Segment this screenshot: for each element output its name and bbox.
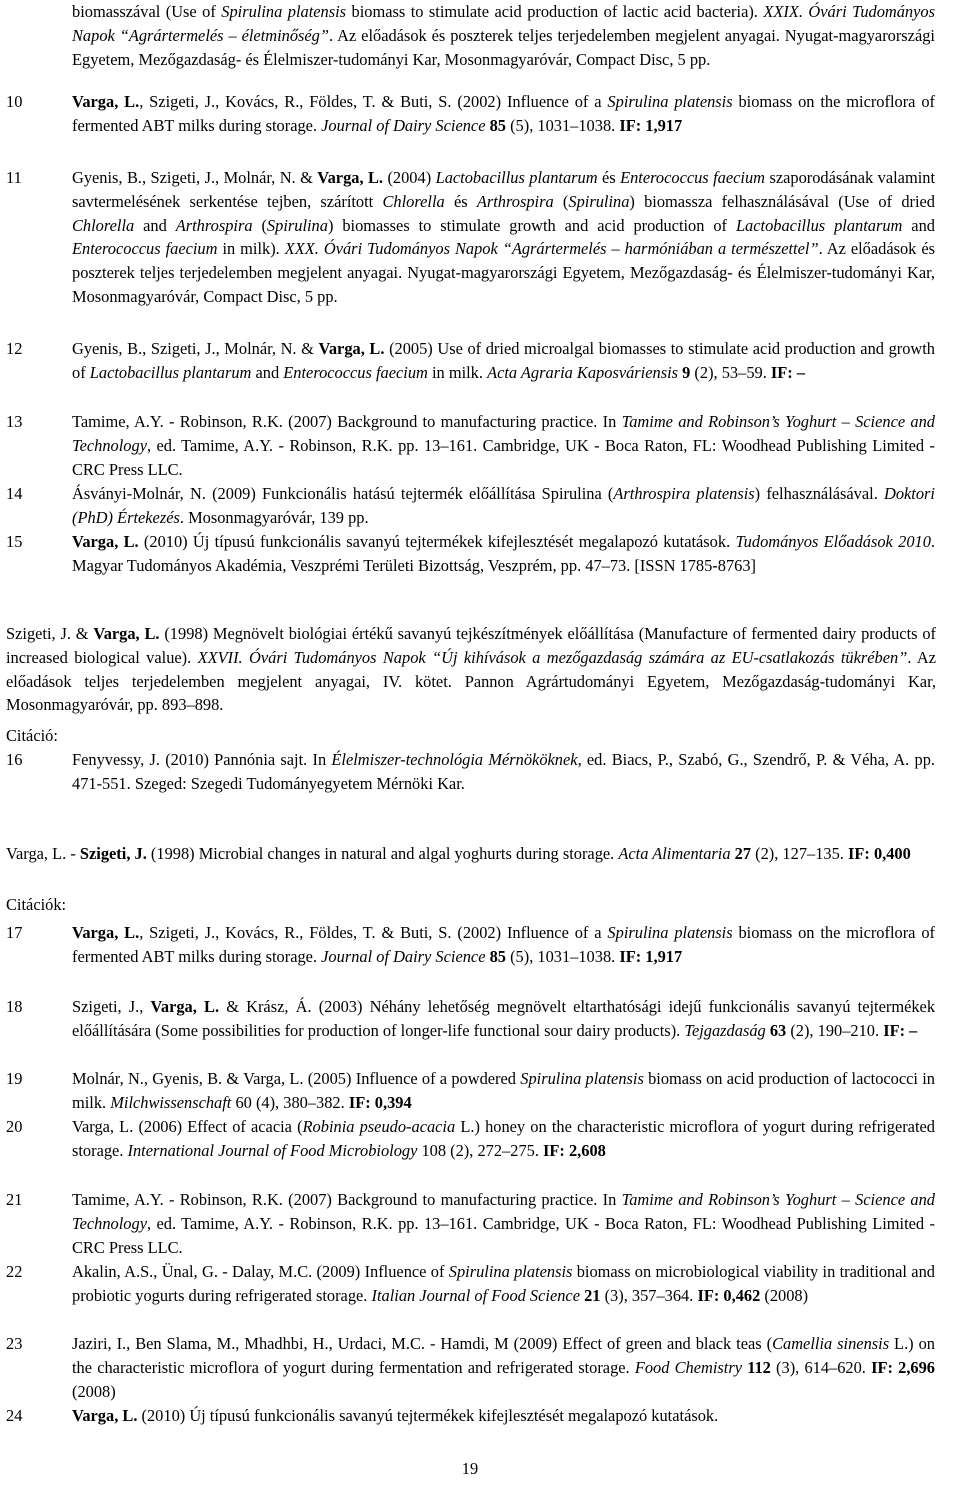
text-segment: and: [134, 215, 176, 235]
reference-text: [72, 482, 935, 530]
reference-entry: [0, 1260, 935, 1308]
text-segment: Varga, L.: [72, 1406, 138, 1425]
text-segment: Chlorella: [382, 191, 445, 211]
text-segment: in milk).: [217, 239, 285, 259]
text-segment: (2008): [72, 1381, 116, 1401]
reference-entry: [0, 1332, 935, 1403]
text-segment: & Krász, Á. (2003) Néhány lehetőség megnövelt eltarthatósági idejű funkcionális savanyú tejtermékek előállítására (Some possibilities for production of longer-life functional sour dairy products).: [72, 997, 936, 1040]
reference-text: [72, 1067, 935, 1115]
text-segment: Tamime and Robinson’s Yoghurt – Science and Technology: [72, 1190, 935, 1233]
citaciok-label: Citációk:: [6, 895, 67, 914]
text-segment: Molnár, N., Gyenis, B. & Varga, L. (2005) Influence of a powdered: [72, 1069, 521, 1088]
text-segment: Food Chemistry: [634, 1357, 742, 1377]
text-segment: Doktori (PhD) Értekezés: [72, 484, 935, 527]
text-segment: 108 (2), 272–275.: [417, 1140, 544, 1160]
text-segment: 63: [769, 1020, 787, 1040]
text-segment: (2008): [760, 1285, 809, 1305]
text-segment: Arthrospira platensis: [613, 484, 755, 503]
text-segment: Chlorella: [72, 215, 135, 235]
reference-number: 11: [6, 168, 22, 187]
text-segment: Tamime and Robinson’s Yoghurt – Science and Technology: [72, 412, 935, 455]
reference-number: 12: [6, 339, 23, 358]
text-segment: Tamime, A.Y. - Robinson, R.K. (2007) Background to manufacturing practice. In: [72, 412, 622, 431]
text-segment: Arthrospira: [476, 191, 554, 211]
text-segment: Fenyvessy, J. (2010) Pannónia sajt. In: [72, 750, 332, 769]
text-segment: Varga, L.: [150, 997, 220, 1016]
reference-entry: [0, 1067, 935, 1115]
reference-text: [72, 995, 935, 1043]
text-segment: szaporodásának valamint savtermelésének serkentése tejben, szárított: [72, 168, 935, 211]
text-segment: 27: [734, 844, 752, 863]
text-segment: Varga, L.: [93, 624, 160, 643]
text-segment: 112: [747, 1357, 771, 1377]
text-segment: Spirulina platensis: [448, 1262, 573, 1281]
text-segment: biomass on the microflora of fermented ABT milks during storage.: [72, 923, 935, 966]
text-segment: , ed. Tamime, A.Y. - Robinson, R.K. pp. 13–161. Cambridge, UK - Boca Raton, FL: Woodhead Publishing Limited - CRC Press LLC.: [72, 435, 935, 479]
text-segment: IF: –: [770, 362, 806, 382]
text-segment: (5), 1031–1038.: [505, 115, 620, 135]
text-segment: (2004): [383, 168, 436, 187]
reference-text: [72, 0, 935, 71]
text-segment: 60 (4), 380–382.: [231, 1092, 349, 1112]
reference-entry: [0, 410, 935, 481]
reference-text: [72, 921, 935, 969]
text-segment: (: [252, 215, 267, 235]
text-segment: Varga, L.: [72, 532, 139, 551]
text-segment: IF: 1,917: [619, 115, 683, 135]
text-segment: 21: [584, 1285, 601, 1305]
reference-number: 20: [6, 1117, 23, 1136]
text-segment: Akalin, A.S., Ünal, G. - Dalay, M.C. (2009) Influence of: [72, 1262, 449, 1281]
text-segment: Acta Alimentaria: [618, 844, 731, 863]
reference-entry: [0, 995, 935, 1043]
text-segment: . Az előadások teljes terjedelemben megjelent anyagai, IV. kötet. Pannon Agrártudományi Egyetem, Mezőgazdaság-tudományi Kar, Mosonmagyaróvár, pp. 893–898.: [6, 647, 936, 715]
reference-number: 24: [6, 1406, 23, 1425]
text-segment: ) biomassza felhasználásával (Use of dried: [629, 191, 936, 211]
paragraph-szigeti-varga-1998: [6, 622, 936, 717]
reference-number: 22: [6, 1262, 23, 1281]
reference-entry: [0, 337, 935, 385]
reference-text: [72, 1404, 935, 1428]
text-segment: biomass to stimulate acid production of lactic acid bacteria).: [346, 2, 764, 21]
text-segment: XXX. Óvári Tudományos Napok “Agrártermelés – harmóniában a természettel”: [284, 239, 819, 259]
text-segment: (2), 190–210.: [786, 1020, 884, 1040]
text-segment: IF: 0,400: [848, 844, 911, 863]
text-segment: . Az előadások és poszterek teljes terjedelemben megjelent anyagai. Nyugat-magyarországi Egyetem, Mezőgazdaság- és Élelmiszer-tudományi Kar, Mosonmagyaróvár, Compact Disc, 5 pp.: [72, 25, 935, 69]
text-segment: Lactobacillus plantarum: [435, 168, 598, 187]
text-segment: and: [251, 362, 284, 382]
text-segment: , ed. Biacs, P., Szabó, G., Szendrő, P. & Véha, A. pp. 471-551. Szeged: Szegedi Tudományegyetem Mérnöki Kar.: [72, 750, 935, 793]
text-segment: Spirulina platensis: [520, 1069, 644, 1088]
text-segment: 85: [489, 115, 506, 135]
text-segment: IF: 1,917: [619, 946, 683, 966]
text-segment: (2010) Új típusú funkcionális savanyú tejtermékek kifejlesztését megalapozó kutatások.: [137, 1406, 719, 1425]
text-segment: Gyenis, B., Szigeti, J., Molnár, N. &: [72, 339, 319, 358]
reference-entry: [0, 748, 935, 796]
text-segment: Journal of Dairy Science: [321, 115, 486, 135]
reference-number: 16: [6, 750, 23, 769]
reference-text: [72, 90, 935, 138]
reference-text: [72, 748, 935, 796]
text-segment: Spirulina: [266, 215, 328, 235]
text-segment: Tudományos Előadások 2010: [735, 532, 931, 551]
text-segment: Arthrospira: [175, 215, 253, 235]
reference-text: [72, 410, 935, 481]
reference-number: 13: [6, 412, 23, 431]
text-segment: XXIX. Óvári Tudományos Napok “Agrártermelés – életminőség”: [72, 2, 935, 45]
text-segment: Varga, L.: [72, 923, 140, 942]
text-segment: Ásványi-Molnár, N. (2009) Funkcionális hatású tejtermék előállítása Spirulina (: [72, 484, 614, 503]
text-segment: IF: 2,608: [543, 1140, 606, 1160]
text-segment: Spirulina platensis: [607, 923, 733, 942]
text-segment: Enterococcus faecium: [283, 362, 428, 382]
reference-entry: [0, 921, 935, 969]
text-segment: and: [902, 215, 935, 235]
text-segment: . Mosonmagyaróvár, 139 pp.: [179, 507, 369, 527]
paragraph-varga-szigeti-1998: [6, 842, 936, 866]
reference-number: 15: [6, 532, 23, 551]
text-segment: Élelmiszer-technológia Mérnököknek: [331, 750, 578, 769]
text-segment: Camellia sinensis: [772, 1334, 890, 1353]
text-segment: Lactobacillus plantarum: [735, 215, 903, 235]
text-segment: , Szigeti, J., Kovács, R., Földes, T. & Buti, S. (2002) Influence of a: [139, 923, 608, 942]
text-segment: (1998) Megnövelt biológiai értékű savanyú tejkészítmények előállítása (Manufacture of fermented dairy products of increased biological value).: [6, 624, 936, 667]
page-number: 19: [461, 1459, 479, 1478]
citacio-label: Citáció:: [6, 726, 58, 745]
reference-entry: [0, 482, 935, 530]
text-segment: 9: [682, 362, 691, 382]
text-segment: XXVII. Óvári Tudományos Napok “Új kihívások a mezőgazdaság számára az EU-csatlakozás tükrében”: [197, 647, 908, 667]
text-segment: (2), 53–59.: [690, 362, 771, 382]
text-segment: Enterococcus faecium: [620, 168, 766, 187]
text-segment: (: [553, 191, 569, 211]
text-segment: és: [444, 191, 477, 211]
reference-entry: [0, 1404, 935, 1428]
text-segment: biomasszával (Use of: [72, 2, 222, 21]
reference-text: [72, 166, 935, 309]
reference-number: 19: [6, 1069, 23, 1088]
reference-number: 14: [6, 484, 23, 503]
text-segment: Acta Agraria Kaposváriensis: [487, 362, 679, 382]
text-segment: Szigeti, J.,: [72, 997, 151, 1016]
text-segment: L.) honey on the characteristic microflora of yogurt during refrigerated storage.: [72, 1117, 935, 1160]
text-segment: Spirulina platensis: [221, 2, 347, 21]
text-segment: (3), 357–364.: [600, 1285, 698, 1305]
reference-entry: [0, 1188, 935, 1259]
text-segment: International Journal of Food Microbiology: [127, 1140, 418, 1160]
text-segment: biomass on the microflora of fermented ABT milks during storage.: [72, 92, 935, 135]
text-segment: és: [597, 168, 621, 187]
text-segment: ) felhasználásával.: [754, 484, 884, 503]
text-segment: (2010) Új típusú funkcionális savanyú tejtermékek kifejlesztését megalapozó kutatások.: [138, 532, 736, 551]
text-segment: , ed. Tamime, A.Y. - Robinson, R.K. pp. 13–161. Cambridge, UK - Boca Raton, FL: Woodhead Publishing Limited - CRC Press LLC.: [72, 1213, 935, 1257]
text-segment: (2), 127–135.: [751, 844, 848, 863]
reference-text: [72, 1260, 935, 1308]
text-segment: Spirulina platensis: [607, 92, 733, 111]
reference-entry: [0, 0, 935, 71]
text-segment: 85: [489, 946, 506, 966]
reference-number: 18: [6, 997, 23, 1016]
text-segment: Jaziri, I., Ben Slama, M., Mhadhbi, H., Urdaci, M.C. - Hamdi, M (2009) Effect of green and black teas (: [72, 1334, 773, 1353]
text-segment: Gyenis, B., Szigeti, J., Molnár, N. &: [72, 168, 318, 187]
text-segment: Milchwissenschaft: [110, 1092, 232, 1112]
reference-number: 10: [6, 92, 23, 111]
text-segment: Tejgazdaság: [684, 1020, 766, 1040]
text-segment: . Magyar Tudományos Akadémia, Veszprémi Területi Bizottság, Veszprém, pp. 47–73. [ISSN 1785-8763]: [72, 532, 936, 575]
reference-number: 23: [6, 1334, 23, 1353]
text-segment: IF: –: [883, 1020, 918, 1040]
text-segment: in milk.: [427, 362, 488, 382]
text-segment: IF: 0,394: [348, 1092, 412, 1112]
reference-text: [72, 1332, 935, 1403]
text-segment: Varga, L.: [318, 339, 385, 358]
text-segment: Robinia pseudo-acacia: [302, 1117, 456, 1136]
text-segment: Varga, L.: [72, 92, 140, 111]
reference-entry: [0, 90, 935, 138]
text-segment: Varga, L. (2006) Effect of acacia (: [72, 1117, 303, 1136]
reference-text: [72, 1188, 935, 1259]
reference-text: [72, 337, 935, 385]
text-segment: IF: 0,462: [697, 1285, 761, 1305]
reference-entry: [0, 166, 935, 309]
reference-entry: [0, 530, 935, 578]
reference-number: 21: [6, 1190, 23, 1209]
reference-entry: [0, 1115, 935, 1163]
text-segment: , Szigeti, J., Kovács, R., Földes, T. & Buti, S. (2002) Influence of a: [139, 92, 608, 111]
reference-text: [72, 530, 935, 578]
text-segment: IF: 2,696: [871, 1357, 935, 1377]
text-segment: . Az előadások és poszterek teljes terjedelemben megjelent anyagai. Nyugat-magyarországi Egyetem, Mezőgazdaság- és Élelmiszer-tudományi Kar, Mosonmagyaróvár, Compact Disc, 5 pp.: [72, 239, 935, 306]
text-segment: Varga, L.: [317, 168, 384, 187]
text-segment: (5), 1031–1038.: [505, 946, 620, 966]
reference-number: 17: [6, 923, 23, 942]
reference-text: [72, 1115, 935, 1163]
text-segment: biomass on microbiological viability in traditional and probiotic yogurts during refrigerated storage.: [72, 1262, 935, 1305]
text-segment: Spirulina: [568, 191, 630, 211]
text-segment: Enterococcus faecium: [72, 239, 218, 259]
text-segment: ) biomasses to stimulate growth and acid production of: [327, 215, 736, 235]
text-segment: (2005) Use of dried microalgal biomasses to stimulate acid production and growth of: [72, 339, 936, 382]
text-segment: Lactobacillus plantarum: [89, 362, 252, 382]
text-segment: L.) on the characteristic microflora of yogurt during fermentation and refrigerated storage.: [72, 1334, 935, 1377]
text-segment: Italian Journal of Food Science: [371, 1285, 580, 1305]
text-segment: (3), 614–620.: [770, 1357, 872, 1377]
text-segment: (1998) Microbial changes in natural and algal yoghurts during storage.: [146, 844, 619, 863]
text-segment: Szigeti, J.: [79, 844, 147, 863]
text-segment: biomass on acid production of lactococci in milk.: [72, 1069, 935, 1112]
text-segment: Journal of Dairy Science: [321, 946, 486, 966]
text-segment: Szigeti, J. &: [6, 624, 94, 643]
text-segment: Varga, L. -: [6, 844, 80, 863]
text-segment: Tamime, A.Y. - Robinson, R.K. (2007) Background to manufacturing practice. In: [72, 1190, 622, 1209]
